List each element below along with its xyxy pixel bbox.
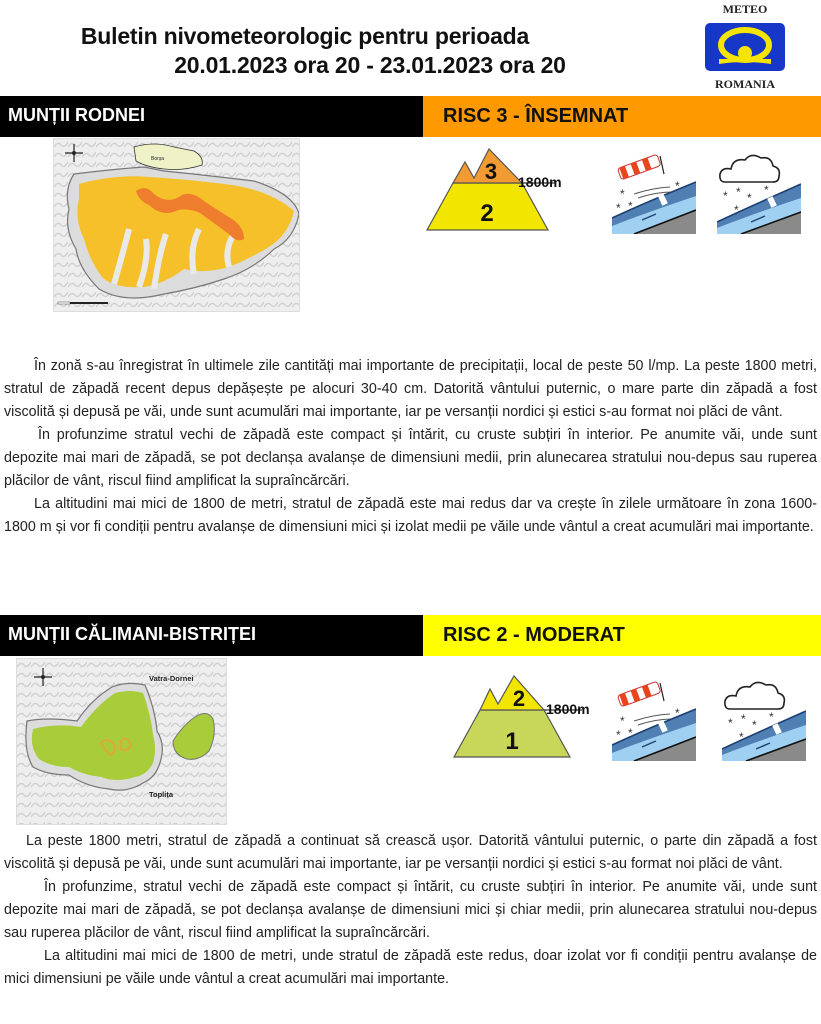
section-name: MUNȚII CĂLIMANI-BISTRIȚEI: [0, 615, 423, 656]
section-name: MUNȚII RODNEI: [0, 96, 423, 137]
description-paragraph: În zonă s-au înregistrat în ultimele zile cantități mai importante de precipitații, local de peste 50 l/mp. La peste 1800 metri, stratul de zăpadă recent depus depășește pe alocuri 30-40 cm. Datorită vântului puternic, o mare parte din zăpadă a fost viscolită și depusă pe văi, unde sunt acumulări mai importante, iar pe versanții nordici și estici s-au format noi plăci de vânt.: [4, 358, 817, 420]
svg-text:*: *: [728, 716, 733, 730]
wind-drifted-snow-icon: [612, 679, 696, 766]
lower-risk-number: 1: [505, 728, 519, 755]
svg-text:*: *: [739, 730, 744, 744]
svg-text:*: *: [723, 189, 728, 203]
map-town-label-south: Toplița: [149, 790, 174, 799]
description-paragraph: În profunzime, stratul vechi de zăpadă este compact și întărit, cu cruste subțiri în interior. Pe anumite văi, unde sunt depozite mai mari de zăpadă, se pot declanșa avalanșe de dimensiuni mici și chiar medii, prin alunecarea stratului nou-depus sau ruperea plăcilor de vânt, riscul fiind amplificat la supraîncărcări.: [4, 879, 817, 941]
logo-text-top: METEO: [722, 2, 768, 16]
svg-text:*: *: [675, 179, 680, 193]
description-paragraph: La altitudini mai mici de 1800 de metri, stratul de zăpadă este mai redus dar va crește în zilele următoare în zona 1600-1800 m și vor fi condiții pentru avalanșe de dimensiuni mici și izolat medii pe văile unde vântul a creat acumulări mai importante.: [4, 496, 817, 535]
description-paragraph: În profunzime stratul vechi de zăpadă este compact și întărit, cu cruste subțiri în interior. Pe anumite văi, unde sunt depozite mai mari de zăpadă, se pot declanșa avalanșe de dimensiuni medii, prin alunecarea stratului nou-depus sau ruperea plăcilor de vânt, riscul fiind amplificat la supraîncărcări.: [4, 427, 817, 489]
risk-pyramid-rodnei: [425, 148, 555, 238]
svg-text:*: *: [736, 185, 741, 199]
svg-text:*: *: [741, 712, 746, 726]
altitude-threshold-label: 1800m: [546, 701, 590, 717]
risk-pyramid-calimani-bistritei: [452, 675, 582, 765]
bulletin-title-line1: Buletin nivometeorologic pentru perioada: [80, 23, 530, 49]
altitude-threshold-label: 1800m: [518, 174, 562, 190]
upper-risk-number: 2: [512, 686, 526, 711]
svg-text:*: *: [747, 191, 752, 205]
logo-text-bottom: ROMANIA: [715, 77, 775, 91]
meteo-romania-logo-icon: [705, 23, 785, 71]
meteo-romania-logo: [695, 0, 795, 95]
lower-risk-number: 2: [480, 200, 494, 227]
calimani-bistritei-risk-map: [16, 658, 227, 825]
svg-text:*: *: [616, 201, 621, 215]
bulletin-title: [0, 22, 680, 80]
svg-text:*: *: [734, 203, 739, 217]
bulletin-period: 20.01.2023 ora 20 - 23.01.2023 ora 20: [174, 52, 566, 78]
risk-level-badge: RISC 2 - MODERAT: [423, 615, 821, 656]
svg-text:*: *: [620, 187, 625, 201]
description-paragraph: La altitudini mai mici de 1800 de metri, unde stratul de zăpadă este redus, doar izolat vor fi condiții pentru avalanșe de mici dimensiuni pe văile unde vântul a creat acumulări mai importante.: [4, 948, 817, 987]
svg-text:*: *: [675, 706, 680, 720]
svg-text:*: *: [769, 710, 774, 724]
svg-text:*: *: [752, 718, 757, 732]
svg-text:*: *: [628, 199, 633, 213]
svg-text:*: *: [764, 183, 769, 197]
wind-drifted-snow-icon: [612, 152, 696, 239]
scale-bar: [58, 302, 108, 304]
svg-text:*: *: [620, 714, 625, 728]
map-town-label-north: Vatra-Dornei: [149, 674, 194, 683]
section-description-rodnei: [0, 355, 821, 539]
section-header-rodnei: [0, 96, 821, 137]
svg-text:*: *: [628, 726, 633, 740]
section-header-calimani-bistritei: [0, 615, 821, 656]
new-snow-icon: [717, 152, 801, 239]
section-description-calimani-bistritei: [0, 830, 821, 991]
new-snow-icon: [722, 679, 806, 766]
upper-risk-number: 3: [484, 159, 498, 184]
rodnei-risk-map: [53, 138, 300, 312]
description-paragraph: La peste 1800 metri, stratul de zăpadă a continuat să crească ușor. Datorită vântului puternic, o parte din zăpadă a fost viscolită și depusă pe văi, unde sunt acumulări mai importante, iar pe versanții nordici și estici s-au format noi plăci de vânt.: [4, 833, 817, 872]
map-town-label: Borșa: [151, 156, 165, 162]
svg-text:*: *: [616, 728, 621, 742]
risk-level-badge: RISC 3 - ÎNSEMNAT: [423, 96, 821, 137]
